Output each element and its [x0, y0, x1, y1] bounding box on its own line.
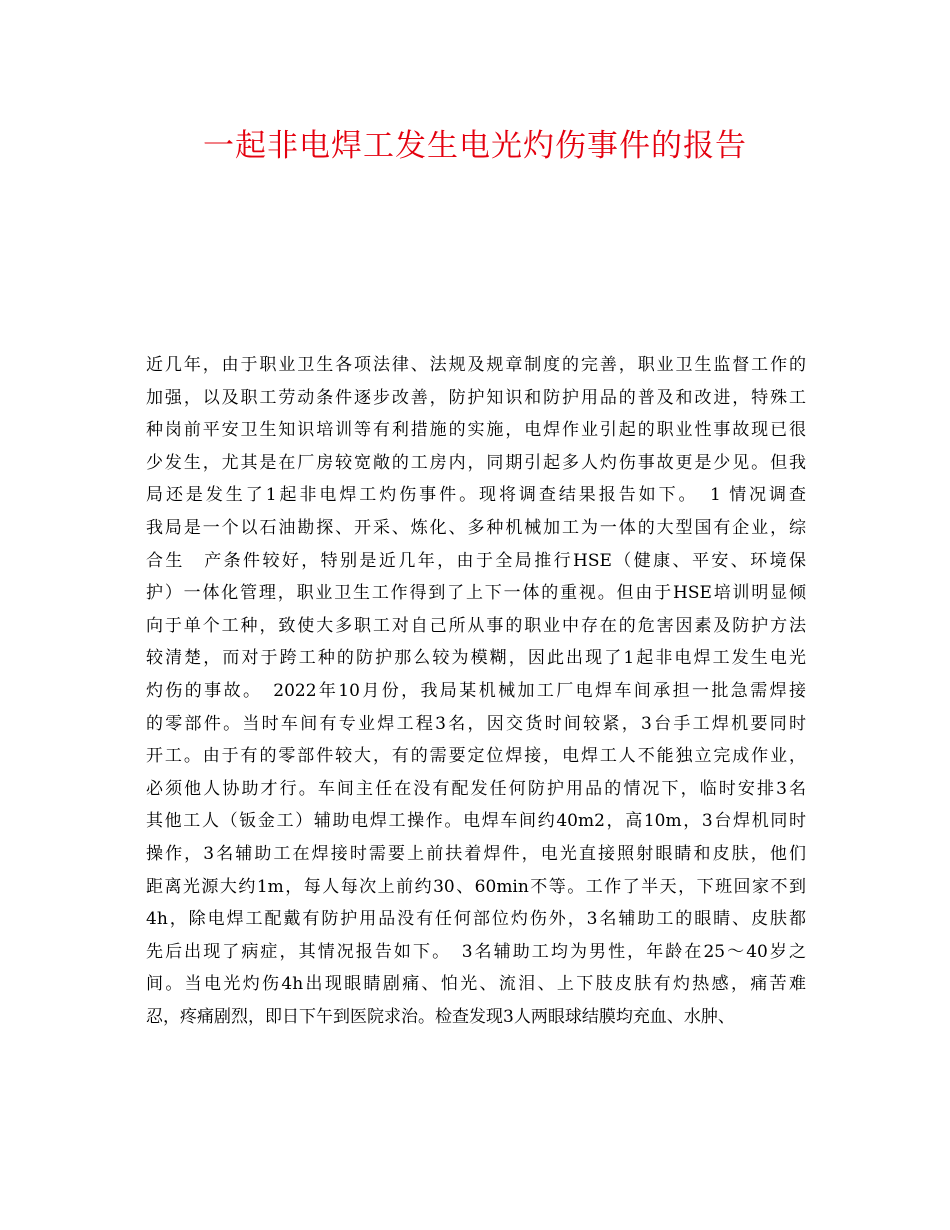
body-line: 间。当电光灼伤4h出现眼睛剧痛、怕光、流泪、上下肢皮肤有灼热感，痛苦难: [146, 974, 806, 995]
body-line: 近几年，由于职业卫生各项法律、法规及规章制度的完善，职业卫生监督工作的: [146, 355, 806, 375]
body-line: 少发生，尤其是在厂房较宽敞的工房内，同期引起多人灼伤事故更是少见。但我: [146, 452, 806, 473]
body-line: 其他工人（钣金工）辅助电焊工操作。电焊车间约40m2，高10m，3台焊机同时: [146, 811, 806, 832]
body-line: 的零部件。当时车间有专业焊工程3名，因交货时间较紧，3台手工焊机要同时: [146, 713, 806, 734]
body-line: 加强，以及职工劳动条件逐步改善，防护知识和防护用品的普及和改进，特殊工: [146, 387, 806, 408]
body-line: 种岗前平安卫生知识培训等有利措施的实施，电焊作业引起的职业性事故现已很: [146, 420, 806, 441]
body-line: 合生 产条件较好，特别是近几年，由于全局推行HSE（健康、平安、环境保: [146, 550, 806, 571]
body-line: 我局是一个以石油勘探、开采、炼化、多种机械加工为一体的大型国有企业，综: [146, 517, 806, 538]
body-line: 操作，3名辅助工在焊接时需要上前扶着焊件，电光直接照射眼睛和皮肤，他们: [146, 843, 806, 864]
document-title: 一起非电焊工发生电光灼伤事件的报告: [203, 128, 747, 164]
body-line: 必须他人协助才行。车间主任在没有配发任何防护用品的情况下，临时安排3名: [146, 778, 806, 799]
body-line: 向于单个工种，致使大多职工对自己所从事的职业中存在的危害因素及防护方法: [146, 615, 806, 636]
body-line: 4h，除电焊工配戴有防护用品没有任何部位灼伤外，3名辅助工的眼睛、皮肤都: [146, 909, 806, 930]
body-line: 开工。由于有的零部件较大，有的需要定位焊接，电焊工人不能独立完成作业，: [146, 746, 806, 767]
body-line: 局还是发生了1起非电焊工灼伤事件。现将调查结果报告如下。 1 情况调查: [146, 485, 806, 506]
body-line: 忍，疼痛剧烈，即日下午到医院求治。检查发现3人两眼球结膜均充血、水肿、: [146, 1006, 735, 1027]
body-line: 先后出现了病症，其情况报告如下。 3名辅助工均为男性，年龄在25～40岁之: [146, 941, 806, 962]
body-line: 距离光源大约1m，每人每次上前约30、60min不等。工作了半天，下班回家不到: [146, 876, 806, 897]
body-line: 较清楚，而对于跨工种的防护那么较为模糊，因此出现了1起非电焊工发生电光: [146, 648, 806, 669]
body-line: 护）一体化管理，职业卫生工作得到了上下一体的重视。但由于HSE培训明显倾: [146, 583, 806, 604]
document-body: [146, 349, 806, 1033]
body-line: 灼伤的事故。 2022年10月份，我局某机械加工厂电焊车间承担一批急需焊接: [146, 680, 806, 701]
